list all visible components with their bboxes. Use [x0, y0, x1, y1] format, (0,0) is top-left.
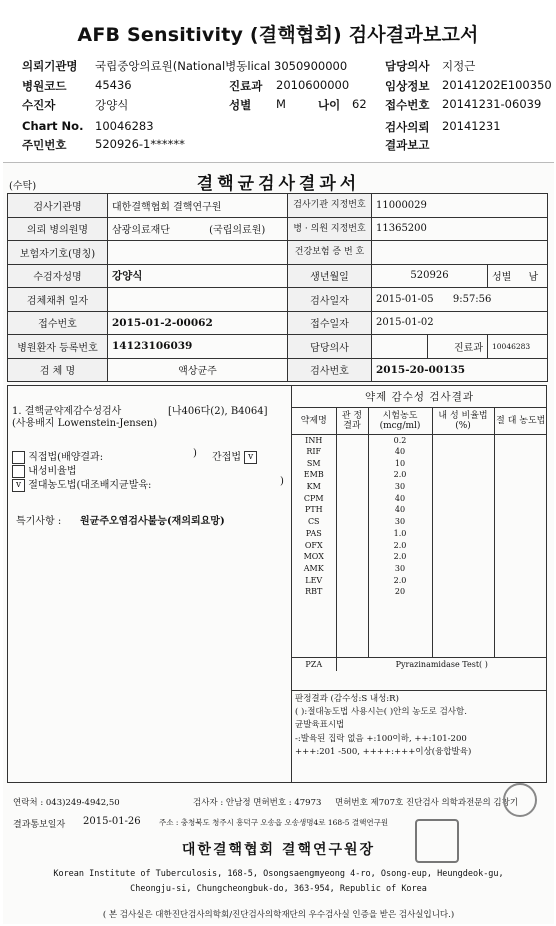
scanned-report	[3, 162, 554, 924]
inst-value: 대한결핵협회 결핵연구원	[108, 194, 288, 218]
collect-value	[108, 288, 288, 312]
collect-label: 검체채취 일자	[8, 288, 108, 312]
field-value: 20141231	[442, 119, 501, 133]
footer-phone: 연락처 : 043)249-4942,50	[13, 798, 120, 808]
drug-conc: 30	[368, 481, 432, 493]
specimen-value: 액상균주	[108, 358, 288, 382]
report-title: 결핵균검사결과서	[196, 174, 361, 194]
table-row	[292, 516, 547, 528]
table-row	[292, 457, 547, 469]
note-line: ( ):절대농도법 사용시는( )안의 농도로 검사함.	[295, 707, 467, 718]
insurance-no-value	[372, 241, 548, 265]
footer-examiner: 검사자 : 안남정 면허번호 : 47973	[193, 798, 322, 808]
special-note-label: 특기사항 :	[16, 516, 62, 527]
req-cell	[108, 217, 288, 241]
table-row	[292, 539, 547, 551]
field-value: 2010600000	[276, 78, 350, 92]
method-line1: 1. 결핵균약제감수성검사	[12, 406, 122, 417]
field-value: 62	[352, 97, 367, 111]
footer-license: 면허번호 제707호 진단검사 의학과전문의 김창기	[335, 798, 519, 808]
pza-label: PZA	[292, 658, 336, 671]
patient-label: 수검자성명	[8, 264, 108, 288]
field-value: M	[276, 97, 286, 111]
round-seal-icon	[503, 783, 537, 817]
field-label: 진료과	[229, 79, 263, 93]
test-date-label: 검사일자	[288, 288, 372, 312]
director-seal-icon	[415, 819, 459, 863]
abs-close: )	[280, 476, 284, 487]
contract-label: (수탁)	[9, 181, 37, 192]
test-no-label: 검사번호	[288, 358, 372, 382]
drug-conc: 40	[368, 504, 432, 516]
sex-label: 성별	[492, 272, 512, 284]
sensitivity-panel	[292, 386, 547, 782]
drug-conc: 2.0	[368, 551, 432, 563]
abs-conc-label: 절대농도법(대조배지균발육:	[28, 480, 152, 491]
drug-conc: 20	[368, 586, 432, 598]
field-label: 임상정보	[385, 79, 430, 93]
report-date-value: 2015-01-26	[83, 816, 141, 827]
drug-name: SM	[292, 457, 336, 469]
note-line: +++:201 -500, ++++:+++이상(융합발육)	[295, 746, 472, 757]
table-row	[292, 469, 547, 481]
drug-name: OFX	[292, 539, 336, 551]
drug-name: RIF	[292, 446, 336, 458]
drug-name: LEV	[292, 574, 336, 586]
results-section	[7, 385, 547, 783]
field-label: 담당의사	[385, 59, 430, 73]
method-code: [나406다(2), B4064]	[168, 406, 268, 417]
reg-label: 병원환자 등록번호	[8, 335, 108, 359]
inst-code-value: 11000029	[372, 194, 548, 218]
patient-info-table	[7, 193, 548, 382]
drug-conc: 40	[368, 492, 432, 504]
table-row	[292, 481, 547, 493]
test-time-value: 9:57:56	[452, 293, 492, 305]
sex-value: 남	[528, 272, 539, 284]
drug-name: INH	[292, 434, 336, 446]
req-value: 삼광의료재단	[112, 225, 170, 237]
special-note-value: 원균주오염검사불능(재의뢰요망)	[80, 516, 225, 527]
field-value: 520926-1******	[95, 137, 185, 151]
field-label: 나이	[318, 98, 341, 112]
direct-close: )	[193, 448, 197, 459]
dept-label: 진료과	[428, 335, 488, 359]
field-value: 지정근	[442, 59, 476, 73]
dob-value: 520926	[372, 264, 488, 288]
drug-conc: 2.0	[368, 539, 432, 551]
req-label: 의뢰 병의원명	[8, 217, 108, 241]
test-no-value: 2015-20-00135	[372, 358, 548, 382]
field-value: 45436	[95, 78, 132, 92]
col-drug: 약제명	[292, 408, 336, 434]
doctor-label: 담당의사	[288, 335, 372, 359]
note-line: 균발육표시법	[295, 720, 345, 731]
table-row	[292, 528, 547, 540]
sensitivity-header: 약제 감수성 검사결과	[292, 386, 547, 408]
field-value: 강양식	[95, 98, 129, 112]
inst-code-label: 검사기관 지정번호	[288, 194, 372, 218]
field-label: 성별	[229, 98, 252, 112]
table-row	[292, 586, 547, 598]
specimen-label: 검 체 명	[8, 358, 108, 382]
table-row	[292, 434, 547, 446]
field-label: 결과보고	[385, 138, 430, 152]
drug-name: EMB	[292, 469, 336, 481]
recv-no-label: 접수번호	[8, 311, 108, 335]
insurer-value	[108, 241, 288, 265]
insurer-label: 보험자기호(명칭)	[8, 241, 108, 265]
table-row	[292, 551, 547, 563]
drug-conc: 30	[368, 516, 432, 528]
address-en-line1: Korean Institute of Tuberculosis, 168-5, Osongsaengmyeong 4-ro, Osong-eup, Heungdeok-gu,	[53, 869, 504, 879]
table-row	[292, 563, 547, 575]
req-code-label: 병 · 의원 지정번호	[288, 217, 372, 241]
test-date-cell	[372, 288, 548, 312]
drug-conc: 2.0	[368, 574, 432, 586]
drug-conc: 1.0	[368, 528, 432, 540]
req-code-value: 11365200	[372, 217, 548, 241]
note-line: 판정결과 (감수성:S 내성:R)	[295, 694, 399, 704]
recv-no-value: 2015-01-2-00062	[108, 311, 288, 335]
drug-conc: 40	[368, 446, 432, 458]
col-conc: 시험농도 (mcg/ml)	[368, 408, 432, 434]
table-row	[292, 504, 547, 516]
drug-name: PTH	[292, 504, 336, 516]
inst-label: 검사기관명	[8, 194, 108, 218]
col-resist: 내 성 비율법(%)	[432, 408, 494, 434]
table-row	[292, 574, 547, 586]
judgement-notes	[292, 690, 547, 784]
insurance-no-label: 건강보험 증 번 호	[288, 241, 372, 265]
req-sub: (국립의료원)	[209, 225, 266, 237]
resist-ratio-label: 내성비율법	[28, 466, 77, 477]
drug-conc: 30	[368, 563, 432, 575]
field-value: 국립중앙의료원(National병동lical 3050900000	[95, 59, 348, 73]
patient-value: 강양식	[108, 264, 288, 288]
sex-cell	[488, 264, 548, 288]
abs-conc-checkbox[interactable]: v	[12, 479, 25, 492]
field-value: 20141202E100350	[442, 78, 552, 92]
note-line: -:발육된 집락 없음 +:100이하, ++:101-200	[295, 733, 467, 744]
field-label: 병원코드	[22, 79, 67, 93]
field-label: 수진자	[22, 98, 56, 112]
field-label: 주민번호	[22, 138, 67, 152]
field-value: 20141231-06039	[442, 97, 542, 111]
certification-note: ( 본 검사실은 대한진단검사의학회/진단검사의학재단의 우수검사실 인증을 받은 검사실입니다.)	[102, 910, 455, 920]
drug-conc: 2.0	[368, 469, 432, 481]
field-label: 의뢰기관명	[22, 59, 78, 73]
address-en-line2: Cheongju-si, Chungcheongbuk-do, 363-954, Republic of Korea	[130, 884, 427, 894]
field-label: 접수번호	[385, 98, 430, 112]
indirect-method-checkbox[interactable]: v	[244, 451, 257, 464]
method-medium: (사용배지 Lowenstein-Jensen)	[12, 418, 158, 429]
recv-date-label: 접수일자	[288, 311, 372, 335]
drug-name: PAS	[292, 528, 336, 540]
pza-value: Pyrazinamidase Test( )	[336, 658, 547, 671]
col-abs: 절 대 농도법	[494, 408, 547, 434]
drug-name: CS	[292, 516, 336, 528]
indirect-method-label: 간접법	[212, 452, 241, 463]
drug-name: CPM	[292, 492, 336, 504]
table-row	[292, 446, 547, 458]
field-label: 검사의뢰	[385, 120, 430, 134]
drug-name: KM	[292, 481, 336, 493]
pza-row	[292, 658, 547, 671]
recv-date-value: 2015-01-02	[372, 311, 548, 335]
col-relation: 관 정 결과	[336, 408, 368, 434]
footer-address-kr: 주소 : 충청북도 청주시 흥덕구 오송읍 오송생명4로 168-5 결핵연구원	[159, 818, 389, 827]
report-date-label: 결과통보일자	[13, 820, 66, 830]
test-date-value: 2015-01-05	[376, 293, 434, 305]
reg-value: 14123106039	[108, 335, 288, 359]
abs-conc-row	[12, 476, 151, 492]
doctor-value	[372, 335, 428, 359]
table-row	[292, 492, 547, 504]
drug-name: AMK	[292, 563, 336, 575]
drug-conc: 10	[368, 457, 432, 469]
drug-conc: 0.2	[368, 434, 432, 446]
organization-name: 대한결핵협회 결핵연구원장	[181, 842, 376, 858]
dept-value: 10046283	[488, 335, 548, 359]
drug-name: RBT	[292, 586, 336, 598]
indirect-method-row	[212, 448, 257, 464]
report-header-title: AFB Sensitivity (결핵협회) 검사결과보고서	[77, 24, 479, 46]
field-value: 10046283	[95, 119, 154, 133]
method-panel	[8, 386, 292, 782]
sensitivity-table	[292, 408, 547, 671]
dob-label: 생년월일	[288, 264, 372, 288]
direct-method-label: 직접법(배양결과:	[28, 452, 104, 463]
drug-name: MOX	[292, 551, 336, 563]
field-label: Chart No.	[22, 119, 84, 133]
